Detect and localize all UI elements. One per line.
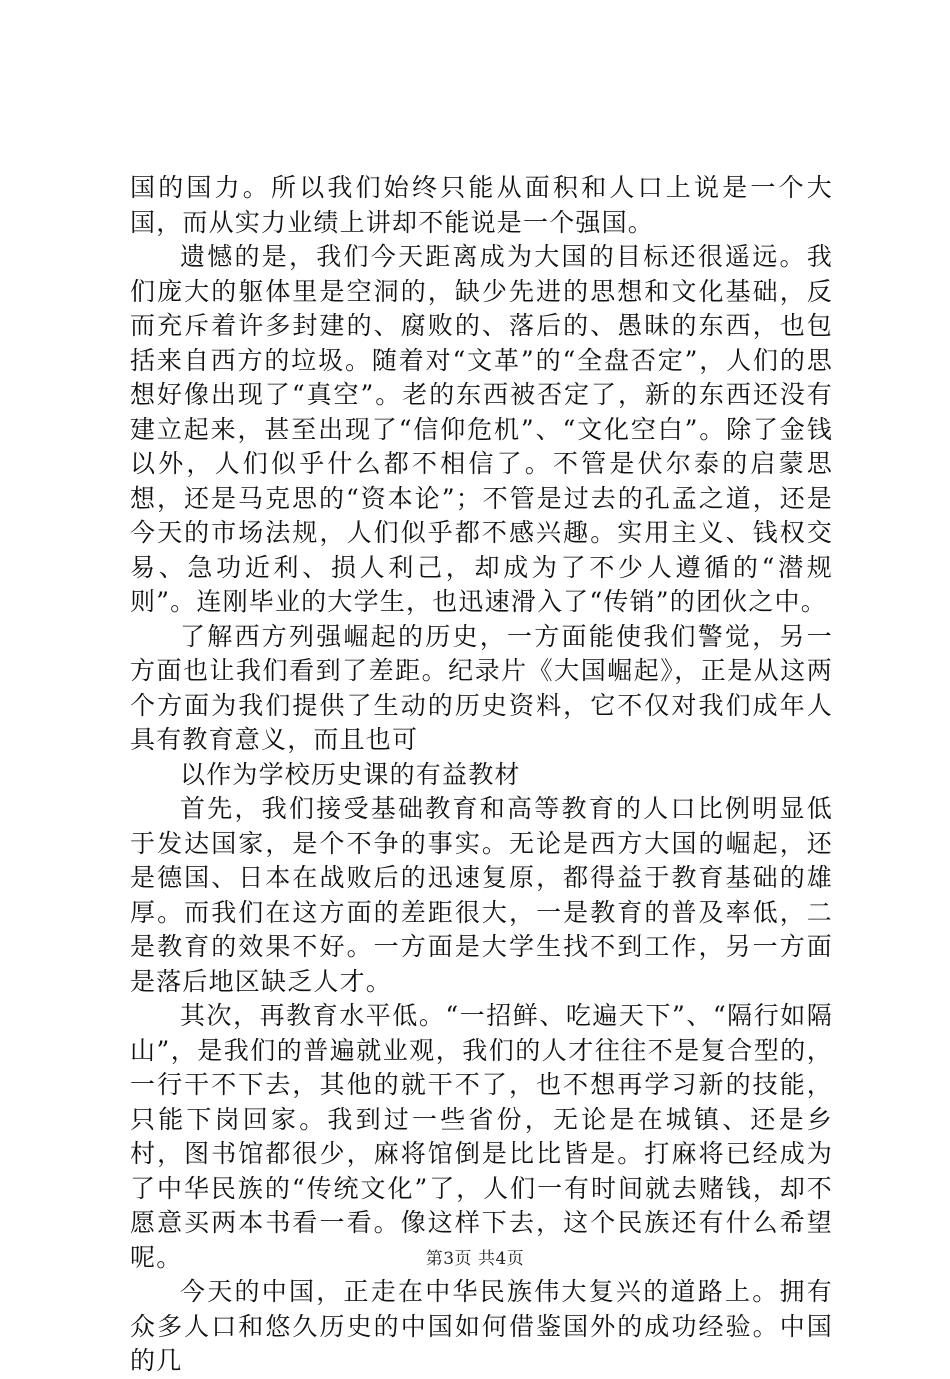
page-footer: 第3页 共4页 bbox=[425, 1249, 525, 1269]
paragraph-6: 其次，再教育水平低。“一招鲜、吃遍天下”、“隔行如隔山”，是我们的普遍就业观，我们的人才往往不是复合型的，一行干不下去，其他的就干不了，也不想再学习新的技能，只能下岗回家。我到过一些省份，无论是在城镇、还是乡村，图书馆都很少，麻将馆倒是比比皆是。打麻将已经成为了中华民族的“传统文化”了，人们一有时间就去赌钱，却不愿意买两本书看一看。像这样下去，这个民族还有什么希望呢。 bbox=[130, 1001, 833, 1272]
paragraph-5: 首先，我们接受基础教育和高等教育的人口比例明显低于发达国家，是个不争的事实。无论是西方大国的崛起，还是德国、日本在战败后的迅速复原，都得益于教育基础的雄厚。而我们在这方面的差距很大，一是教育的普及率低，二是教育的效果不好。一方面是大学生找不到工作，另一方面是落后地区缺乏人才。 bbox=[130, 794, 833, 996]
body-text bbox=[130, 171, 833, 1379]
paragraph-1: 国的国力。所以我们始终只能从面积和人口上说是一个大国，而从实力业绩上讲却不能说是一个强国。 bbox=[130, 173, 833, 237]
paragraph-4: 以作为学校历史课的有益教材 bbox=[180, 759, 521, 789]
paragraph-2: 遗憾的是，我们今天距离成为大国的目标还很遥远。我们庞大的躯体里是空洞的，缺少先进的思想和文化基础，反而充斥着许多封建的、腐败的、落后的、愚昧的东西，也包括来自西方的垃圾。随着对“文革”的“全盘否定”，人们的思想好像出现了“真空”。老的东西被否定了，新的东西还没有建立起来，甚至出现了“信仰危机”、“文化空白”。除了金钱以外，人们似乎什么都不相信了。不管是伏尔泰的启蒙思想，还是马克思的“资本论”；不管是过去的孔孟之道，还是今天的市场法规，人们似乎都不感兴趣。实用主义、钱权交易、急功近利、损人利己，却成为了不少人遵循的“潜规则”。连刚毕业的大学生，也迅速滑入了“传销”的团伙之中。 bbox=[130, 242, 833, 616]
paragraph-3: 了解西方列强崛起的历史，一方面能使我们警觉，另一方面也让我们看到了差距。纪录片《大国崛起》，正是从这两个方面为我们提供了生动的历史资料，它不仅对我们成年人具有教育意义，而且也可 bbox=[130, 621, 833, 754]
paragraph-7: 今天的中国，正走在中华民族伟大复兴的道路上。拥有众多人口和悠久历史的中国如何借鉴国外的成功经验。中国的几 bbox=[130, 1277, 833, 1375]
